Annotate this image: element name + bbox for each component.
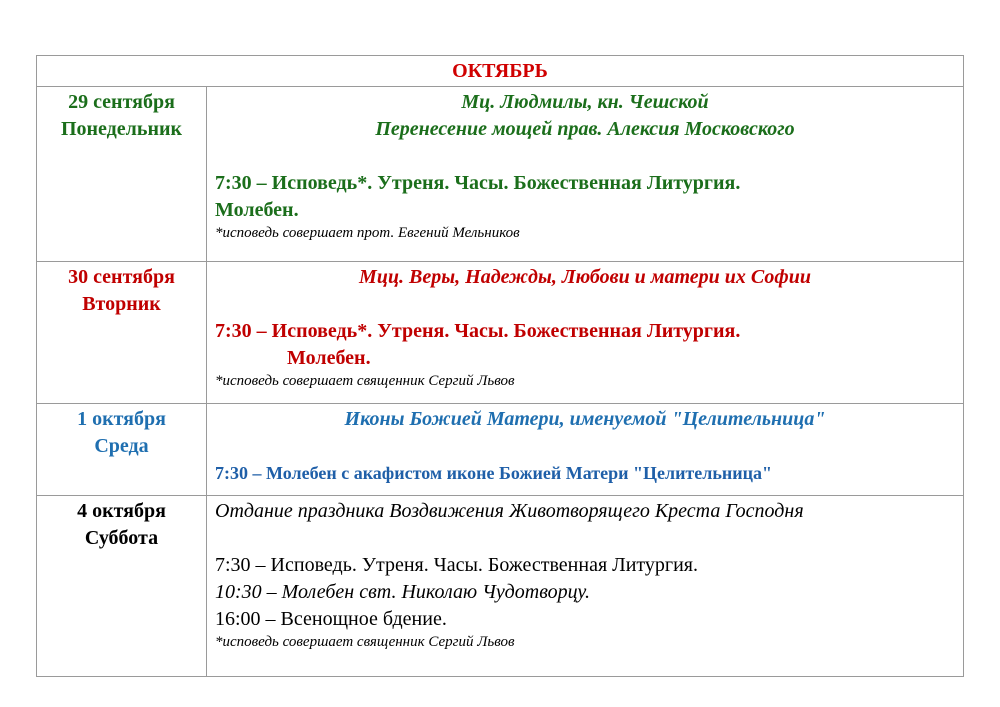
service-cell: [207, 262, 964, 404]
schedule-row: [37, 496, 964, 677]
feast-line: Иконы Божией Матери, именуемой "Целительница": [344, 408, 826, 430]
service-cell: [207, 404, 964, 496]
service-time: 7:30 – Молебен с акафистом иконе Божией Матери "Целительница": [215, 463, 772, 483]
month-title: ОКТЯБРЬ: [37, 56, 964, 87]
feast-title: [215, 406, 955, 433]
service-cell: [207, 87, 964, 262]
service-time: 10:30 – Молебен свт. Николаю Чудотворцу.: [215, 581, 591, 603]
service-time: 7:30 – Исповедь*. Утреня. Часы. Божественная Литургия.: [215, 320, 741, 342]
service-time: 7:30 – Исповедь*. Утреня. Часы. Божественная Литургия.: [215, 172, 741, 194]
day-date: 30 сентября: [68, 266, 175, 288]
day-weekday: Среда: [94, 435, 149, 457]
month-header-row: [37, 56, 964, 87]
day-cell: [37, 404, 207, 496]
schedule-row: [37, 262, 964, 404]
day-cell: [37, 87, 207, 262]
feast-line: Мцц. Веры, Надежды, Любови и матери их Софии: [359, 266, 811, 288]
day-date: 1 октября: [77, 408, 166, 430]
service-continuation: Молебен.: [215, 199, 299, 221]
day-cell: [37, 496, 207, 677]
schedule-table: [36, 55, 964, 677]
confession-note: *исповедь совершает прот. Евгений Мельников: [215, 225, 520, 241]
service-cell: [207, 496, 964, 677]
day-weekday: Вторник: [82, 293, 161, 315]
day-date: 29 сентября: [68, 91, 175, 113]
schedule-row: [37, 404, 964, 496]
feast-line: Перенесение мощей прав. Алексия Московского: [375, 118, 795, 140]
feast-title: [215, 89, 955, 143]
day-cell: [37, 262, 207, 404]
feast-line: Мц. Людмилы, кн. Чешской: [461, 91, 709, 113]
confession-note: *исповедь совершает священник Сергий Львов: [215, 634, 515, 650]
service-continuation: Молебен.: [287, 347, 371, 369]
service-time: 7:30 – Исповедь. Утреня. Часы. Божественная Литургия.: [215, 554, 698, 576]
day-date: 4 октября: [77, 500, 166, 522]
day-weekday: Понедельник: [60, 118, 183, 140]
day-weekday: Суббота: [84, 527, 159, 549]
confession-note: *исповедь совершает священник Сергий Львов: [215, 373, 515, 389]
feast-title: [215, 264, 955, 291]
service-time: 16:00 – Всенощное бдение.: [215, 608, 447, 630]
schedule-row: [37, 87, 964, 262]
feast-title: Отдание праздника Воздвижения Животворящего Креста Господня: [215, 500, 804, 522]
